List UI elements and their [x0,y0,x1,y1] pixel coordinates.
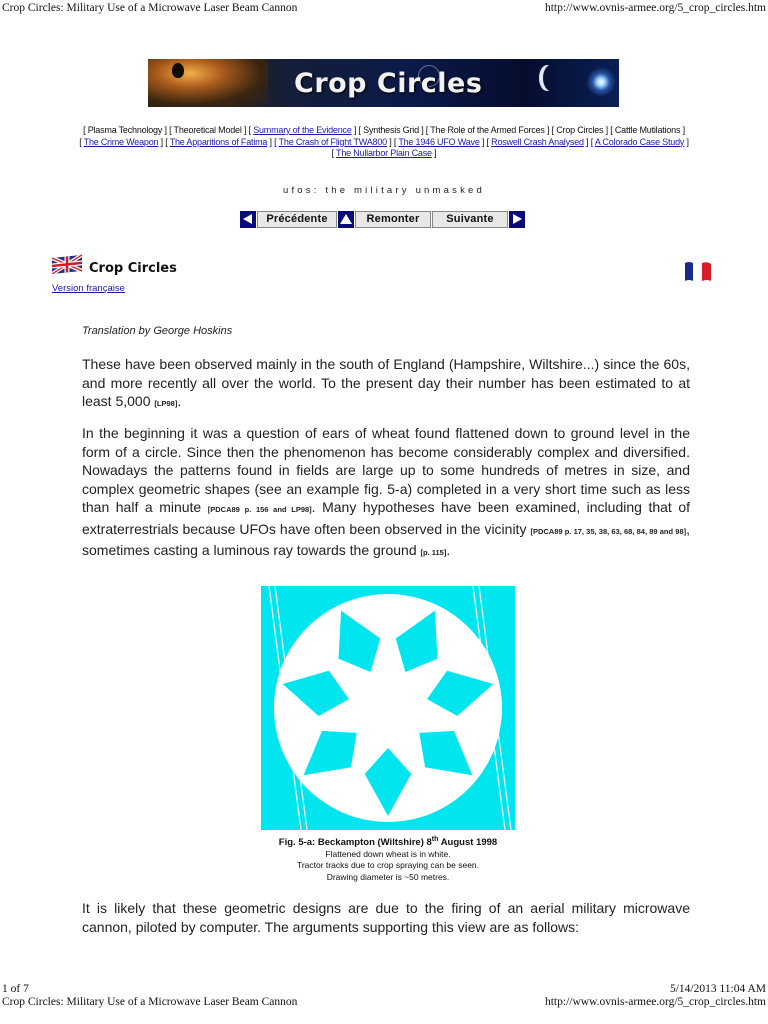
up-arrow-icon[interactable] [338,211,354,228]
print-header [0,1,768,15]
star-graphic [586,67,616,97]
nav-link-the-1946-ufo-wave[interactable]: The 1946 UFO Wave [398,136,480,147]
crop-circles-banner [148,59,619,107]
figure-caption-title [200,834,576,849]
nav-link-the-nullarbor-plain-case[interactable]: The Nullarbor Plain Case [336,148,432,158]
translation-credit: Translation by George Hoskins [82,325,233,337]
center-circle [375,695,401,721]
paragraph-1-text: These have been observed mainly in the south of England (Hampshire, Wiltshire...) since the 60s, and more recently all over the world. To the present day their number has been estimated to at least 5,000 [82,356,690,409]
nav-link-the-apparitions-of-fatima[interactable]: The Apparitions of Fatima [169,136,268,147]
print-footer-top [0,982,768,996]
caption-line: Drawing diameter is ~50 metres. [326,871,450,882]
banner-title: Crop Circles [294,68,483,99]
balloon-graphic [172,63,184,78]
caption-title-sup: th [431,836,439,843]
nav-link-summary-of-the-evidence[interactable]: Summary of the Evidence [253,125,352,135]
site-tagline: ufos: the military unmasked [282,185,486,196]
print-datetime: 5/14/2013 11:04 AM [669,983,766,995]
print-header-title: Crop Circles: Military Use of a Microwave Laser Beam Cannon [2,2,298,14]
next-button[interactable]: Suivante [432,211,508,228]
nav-link-the-role-of-the-armed-forces[interactable]: The Role of the Armed Forces [430,125,545,135]
paragraph-2-part-3: , sometimes casting a luminous ray towards the ground [82,520,691,558]
paragraph-2-end: . [446,542,451,558]
french-version-link[interactable]: Version française [52,283,125,294]
next-arrow-icon[interactable] [509,211,525,228]
nav-link-the-crash-of-flight-twa800[interactable]: The Crash of Flight TWA800 [278,136,387,147]
nav-link-synthesis-grid[interactable]: Synthesis Grid [363,125,419,135]
reference-pdca89-pages: [PDCA89 p. 17, 35, 38, 63, 68, 84, 89 and 98] [530,526,687,536]
previous-button[interactable]: Précédente [257,211,337,228]
french-flag-icon[interactable] [684,261,712,283]
up-button[interactable]: Remonter [355,211,431,228]
page-count: 1 of 7 [2,983,29,995]
uk-flag-icon [52,254,84,274]
paragraph-1-end: . [177,393,182,409]
caption-line: Tractor tracks due to crop spraying can be seen. [296,860,480,871]
print-footer-title: Crop Circles: Military Use of a Microwave Laser Beam Cannon [2,996,298,1008]
paragraph-2-part-2: . Many hypotheses have been examined, including that of extraterrestrials because UFOs have often been observed in the vicinity [82,499,691,537]
sunset-graphic [148,59,268,107]
nav-link-crop-circles[interactable]: Crop Circles [556,125,604,135]
reference-p115: [p. 115] [420,548,447,557]
paragraph-3: It is likely that these geometric designs are due to the firing of an aerial military microwave cannon, piloted by computer. The arguments supporting this view are as follows: [82,900,690,935]
nav-link-a-colorado-case-study[interactable]: A Colorado Case Study [594,136,685,147]
nav-link-theoretical-model[interactable]: Theoretical Model [173,125,242,135]
caption-title-suffix: August 1998 [438,837,498,849]
print-header-url: http://www.ovnis-armee.org/5_crop_circles.htm [544,2,766,14]
figure-caption [200,834,576,883]
paragraph-1 [82,355,690,414]
print-footer-bottom [0,995,768,1009]
page-title: Crop Circles [89,261,177,276]
nav-link-cattle-mutilations[interactable]: Cattle Mutilations [614,125,681,135]
caption-line: Flattened down wheat is in white. [325,848,451,859]
print-footer-url: http://www.ovnis-armee.org/5_crop_circles.htm [544,996,766,1008]
reference-pdca89-156: [PDCA89 p. 156 and LP98] [207,505,312,514]
paragraph-2 [82,424,690,563]
reference-lp98: [LP98] [154,399,178,408]
paragraph-2-part-1: In the beginning it was a question of ears of wheat found flattened down to ground level in the form of a circle. Since then the phenomenon has become considerably complex and diversified. Nowadays the patterns found in fields are large up to some hundreds of metres in size, and complex geometric shapes (see an example fig. 5-a) completed in a very short time such as less than half a minute [82,425,690,515]
moon-graphic [543,65,559,91]
beckampton-crop-circle-figure [261,586,515,830]
nav-link-the-crime-weapon[interactable]: The Crime Weapon [83,136,159,147]
nav-link-roswell-crash-analysed[interactable]: Roswell Crash Analysed [491,136,584,147]
previous-arrow-icon[interactable] [240,211,256,228]
nav-link-plasma-technology[interactable]: Plasma Technology [87,125,163,135]
caption-title-prefix: Fig. 5-a: Beckampton (Wiltshire) 8 [278,837,432,849]
site-nav-links: [ Plasma Technology ] [ Theoretical Model ] [ Summary of the Evidence ] [ Synthesis Grid ] [ The Role of the Armed Forces ] [ Crop Circles ] [ Cattle Mutilations ] [ The Crime Weapon ] [ The Apparitions of Fatima ] [ The Crash of Flight TWA800 ] [ The 1946 UFO Wave ] [ Roswell Crash Analysed ] [ A Colorado Case Study ] [ The Nullarbor Plain Case ] [79,125,689,158]
